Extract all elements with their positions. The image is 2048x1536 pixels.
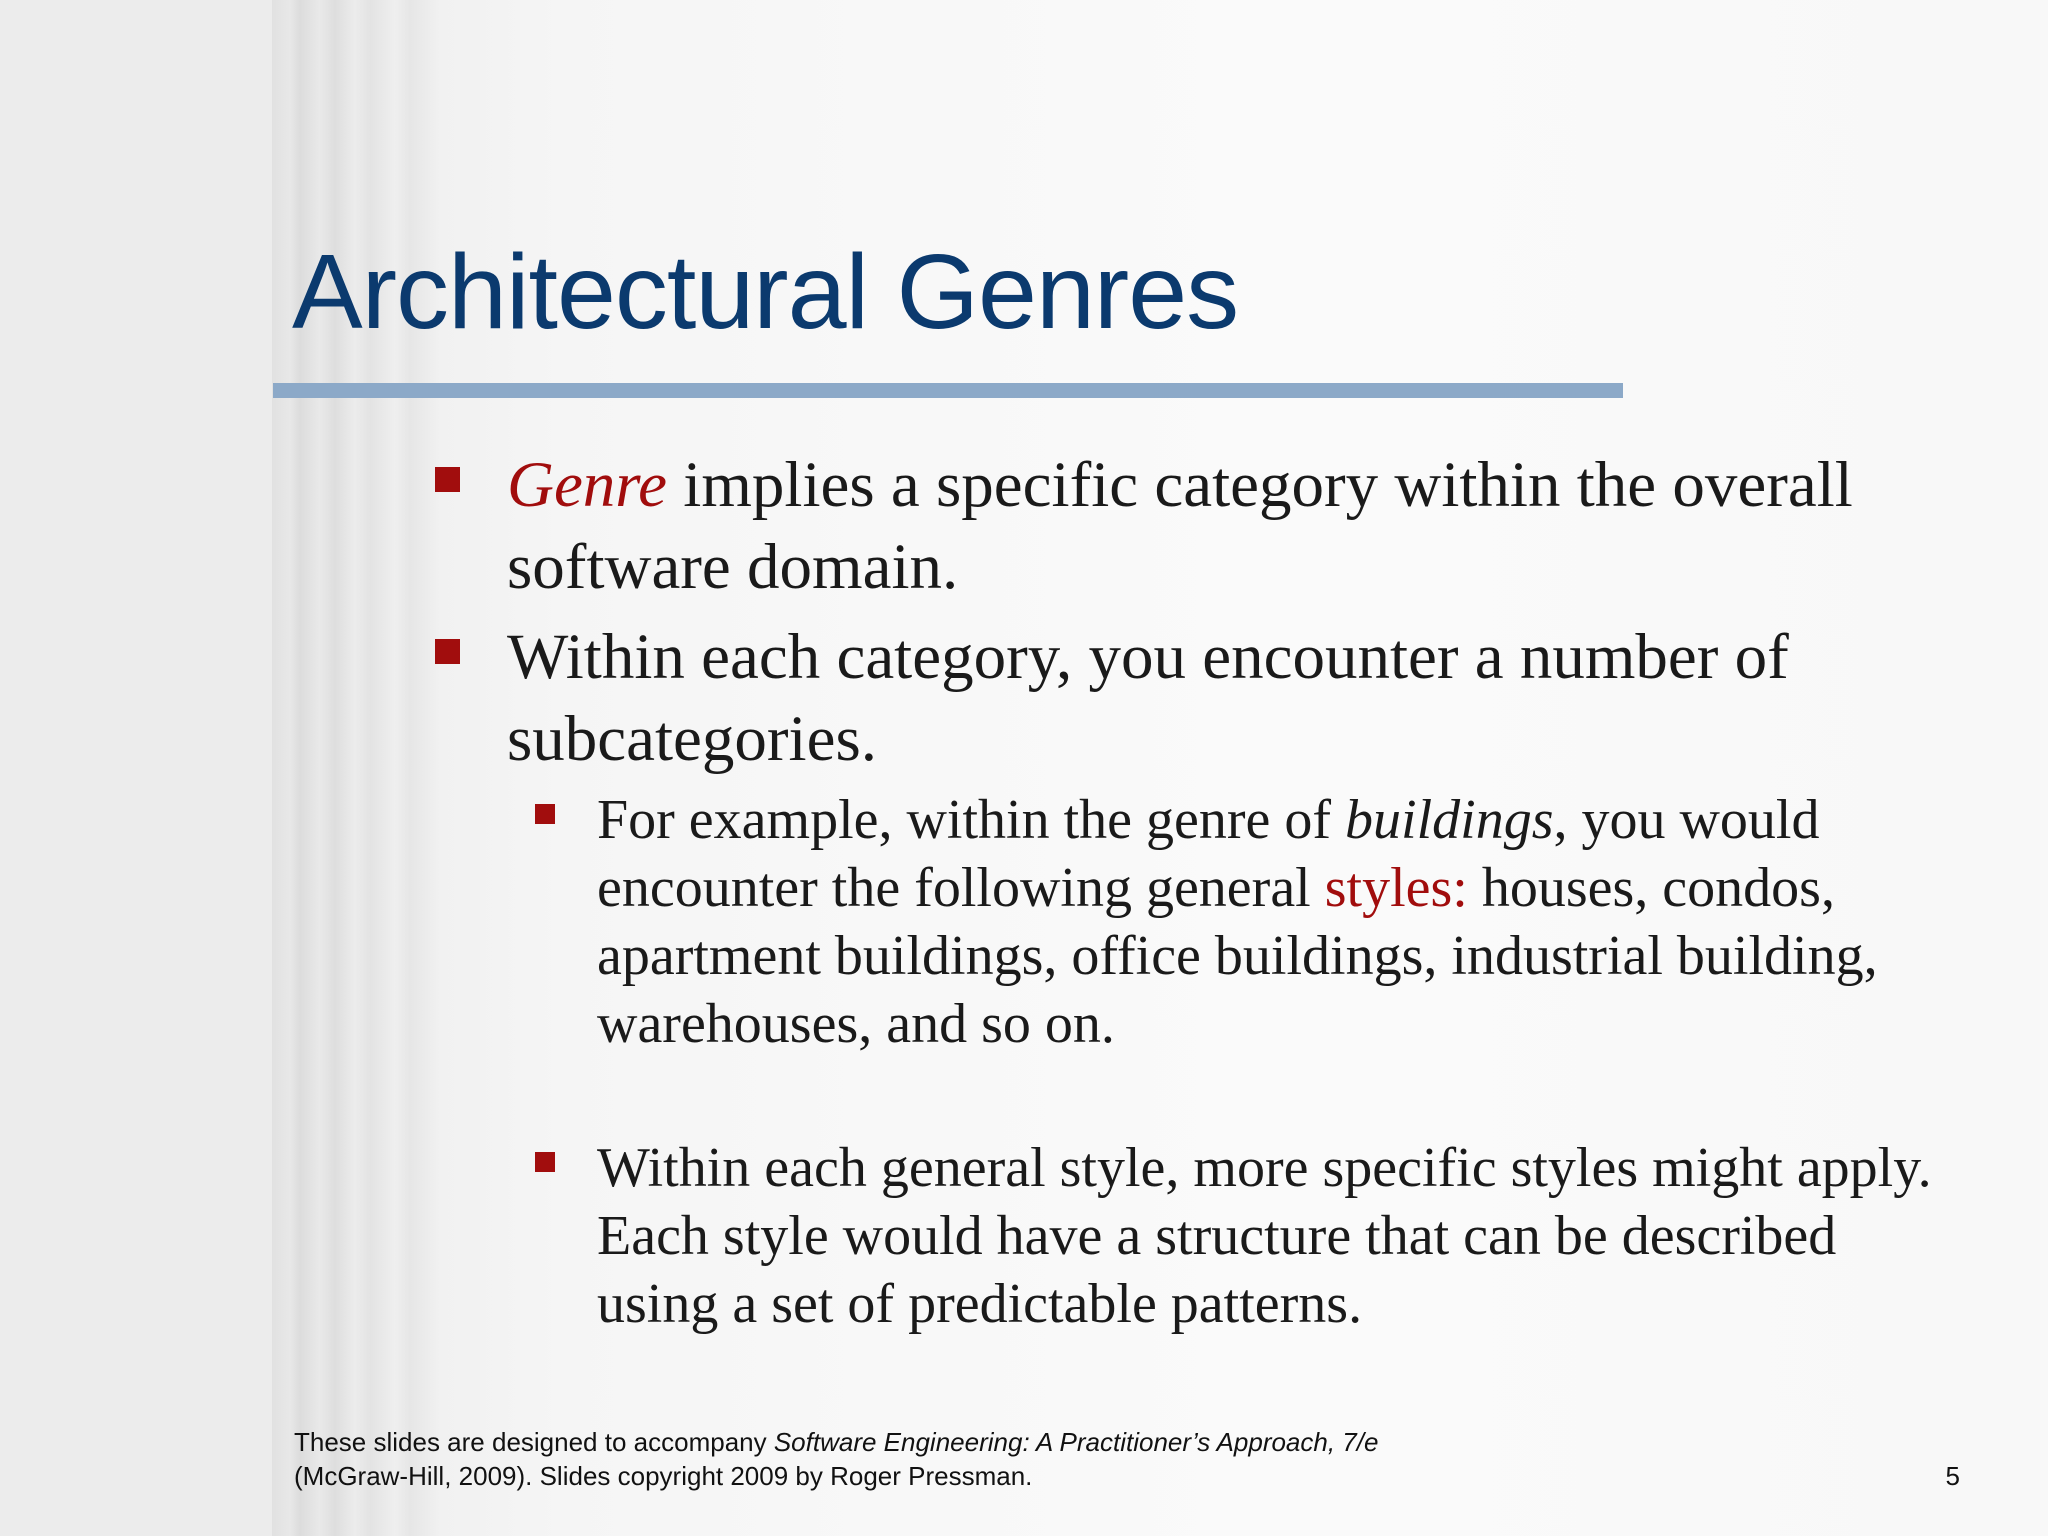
bullet-genre-definition [507, 444, 1947, 608]
square-bullet-icon [435, 639, 460, 664]
footer-line-1 [294, 1425, 1378, 1459]
slide-title: Architectural Genres [292, 233, 1239, 351]
footer-line-2: (McGraw-Hill, 2009). Slides copyright 2009 by Roger Pressman. [294, 1461, 1033, 1491]
footer-prefix: These slides are designed to accompany [294, 1427, 774, 1457]
bullet-highlight-styles: styles: [1324, 857, 1468, 919]
bullet-text-part1: For example, within the genre of [597, 789, 1346, 851]
bullet-text: implies a specific category within the overall software domain. [507, 449, 1853, 603]
slide-footer [294, 1425, 1378, 1493]
square-bullet-icon [535, 804, 555, 824]
subbullet-specific-styles [597, 1134, 1967, 1338]
bullet-text: Within each general style, more specific styles might apply. Each style would have a structure that can be described using a set of predictable patterns. [597, 1137, 1932, 1335]
subbullet-buildings-example [597, 786, 1967, 1058]
bullet-italic-buildings: buildings [1345, 789, 1554, 851]
bullet-subcategories [507, 616, 1947, 780]
square-bullet-icon [535, 1152, 555, 1172]
page-number: 5 [1945, 1461, 1960, 1491]
square-bullet-icon [435, 467, 460, 492]
bullet-text-part2: , you would encounter the following general [597, 789, 1820, 919]
bullet-highlight-genre: Genre [507, 449, 668, 521]
bullet-text: Within each category, you encounter a number of subcategories. [507, 621, 1789, 775]
bullet-text-part3: houses, condos, apartment buildings, office buildings, industrial building, warehouses, and so on. [597, 857, 1878, 1055]
footer-book-title: Software Engineering: A Practitioner’s Approach, 7/e [773, 1427, 1379, 1457]
title-divider [273, 383, 1623, 398]
